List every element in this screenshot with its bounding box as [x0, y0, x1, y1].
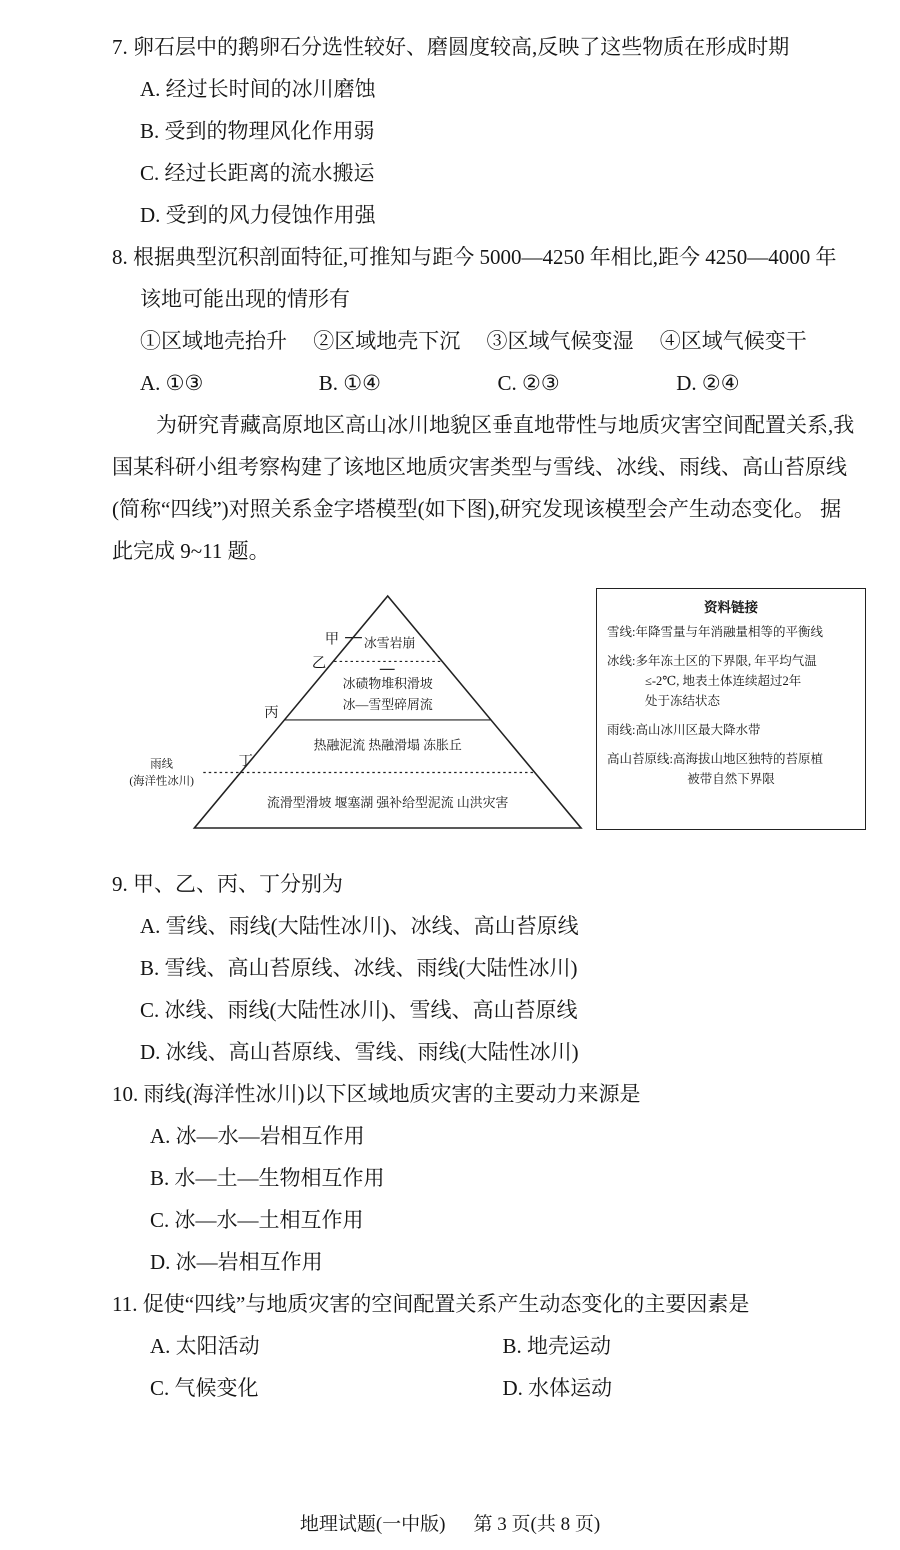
- pyramid-label-yi: 乙: [311, 655, 327, 672]
- info-ice-line-1: 冰线:多年冻土区的下界限, 年平均气温: [607, 653, 817, 668]
- question-9-option-a: A. 雪线、雨线(大陆性冰川)、冰线、高山苔原线: [140, 914, 579, 938]
- rain-line-label-1: 雨线: [150, 758, 174, 771]
- question-11-text: 11. 促使“四线”与地质灾害的空间配置关系产生动态变化的主要因素是: [112, 1292, 750, 1316]
- tier1-text: 冰雪岩崩: [363, 636, 416, 651]
- question-10-option-a: A. 冰—水—岩相互作用: [150, 1124, 365, 1148]
- tier2-text-1: 冰碛物堆积滑坡: [342, 677, 433, 692]
- question-9: [112, 863, 855, 1073]
- info-box: [596, 588, 866, 830]
- tier3-text: 热融泥流 热融滑塌 冻胀丘: [313, 738, 462, 753]
- question-8-statements: ①区域地壳抬升 ②区域地壳下沉 ③区域气候变湿 ④区域气候变干: [140, 329, 807, 353]
- question-8-options: [112, 362, 855, 404]
- question-8-option-d: D. ②④: [676, 371, 740, 395]
- info-ice-line-3: 处于冻结状态: [645, 693, 721, 708]
- footer-page-number: 第 3 页(共 8 页): [473, 1514, 601, 1535]
- pyramid-label-ding: 丁: [238, 753, 253, 770]
- question-11-option-a: A. 太阳活动: [150, 1334, 260, 1358]
- info-tundra-line-1: 高山苔原线:高海拔山地区独特的苔原植: [607, 751, 823, 766]
- pyramid-diagram: [120, 588, 590, 843]
- question-11-option-b: B. 地壳运动: [502, 1334, 612, 1358]
- question-10-text: 10. 雨线(海洋性冰川)以下区域地质灾害的主要动力来源是: [112, 1082, 641, 1106]
- question-8-option-c: C. ②③: [497, 371, 560, 395]
- tier4-text: 流滑型滑坡 堰塞湖 强补给型泥流 山洪灾害: [266, 796, 509, 811]
- tier2-text-2: 冰—雪型碎屑流: [342, 698, 433, 713]
- page-footer: [0, 1509, 900, 1536]
- footer-paper-title: 地理试题(一中版): [299, 1514, 446, 1535]
- pyramid-label-jia: 甲: [324, 631, 340, 648]
- question-10-option-b: B. 水—土—生物相互作用: [150, 1166, 385, 1190]
- pyramid-svg: [120, 588, 586, 838]
- question-9-option-b: B. 雪线、高山苔原线、冰线、雨线(大陆性冰川): [140, 956, 578, 980]
- question-10-option-d: D. 冰—岩相互作用: [150, 1250, 323, 1274]
- rain-line-label-2: (海洋性冰川): [129, 775, 194, 788]
- question-8: [112, 236, 855, 404]
- question-7-option-a: A. 经过长时间的冰川磨蚀: [140, 77, 376, 101]
- info-box-title: 资料链接: [704, 600, 758, 615]
- question-10: [112, 1073, 855, 1283]
- question-7-text: 7. 卵石层中的鹅卵石分选性较好、磨圆度较高,反映了这些物质在形成时期: [112, 35, 790, 59]
- question-7: [112, 26, 855, 236]
- question-8-text: 8. 根据典型沉积剖面特征,可推知与距今 5000—4250 年相比,距今 4250—4000 年该地可能出现的情形有: [112, 245, 837, 311]
- question-11: [112, 1283, 855, 1409]
- question-11-option-c: C. 气候变化: [150, 1376, 259, 1400]
- question-10-option-c: C. 冰—水—土相互作用: [150, 1208, 364, 1232]
- info-tundra-line-2: 被带自然下界限: [687, 771, 775, 786]
- info-snow-line: 雪线:年降雪量与年消融量相等的平衡线: [607, 624, 823, 639]
- info-ice-line-2: ≤-2℃, 地表土体连续超过2年: [645, 673, 802, 688]
- question-7-option-c: C. 经过长距离的流水搬运: [140, 161, 375, 185]
- question-11-options-row-2: [112, 1367, 855, 1409]
- question-8-option-a: A. ①③: [140, 371, 204, 395]
- question-9-text: 9. 甲、乙、丙、丁分别为: [112, 872, 343, 896]
- pyramid-label-bing: 丙: [264, 704, 279, 721]
- question-7-option-d: D. 受到的风力侵蚀作用强: [140, 203, 376, 227]
- question-8-option-b: B. ①④: [318, 371, 381, 395]
- question-11-options-row-1: [112, 1325, 855, 1367]
- info-rain-line: 雨线:高山冰川区最大降水带: [607, 722, 761, 737]
- stimulus-paragraph: 为研究青藏高原地区高山冰川地貌区垂直地带性与地质灾害空间配置关系,我国某科研小组考察构建了该地区地质灾害类型与雪线、冰线、雨线、高山苔原线(简称“四线”)对照关系金字塔模型(如下图),研究发现该模型会产生动态变化。 据此完成 9~11 题。: [112, 413, 855, 563]
- question-7-option-b: B. 受到的物理风化作用弱: [140, 119, 375, 143]
- figure: [120, 588, 855, 843]
- question-11-option-d: D. 水体运动: [502, 1376, 613, 1400]
- question-9-option-d: D. 冰线、高山苔原线、雪线、雨线(大陆性冰川): [140, 1040, 579, 1064]
- question-9-option-c: C. 冰线、雨线(大陆性冰川)、雪线、高山苔原线: [140, 998, 578, 1022]
